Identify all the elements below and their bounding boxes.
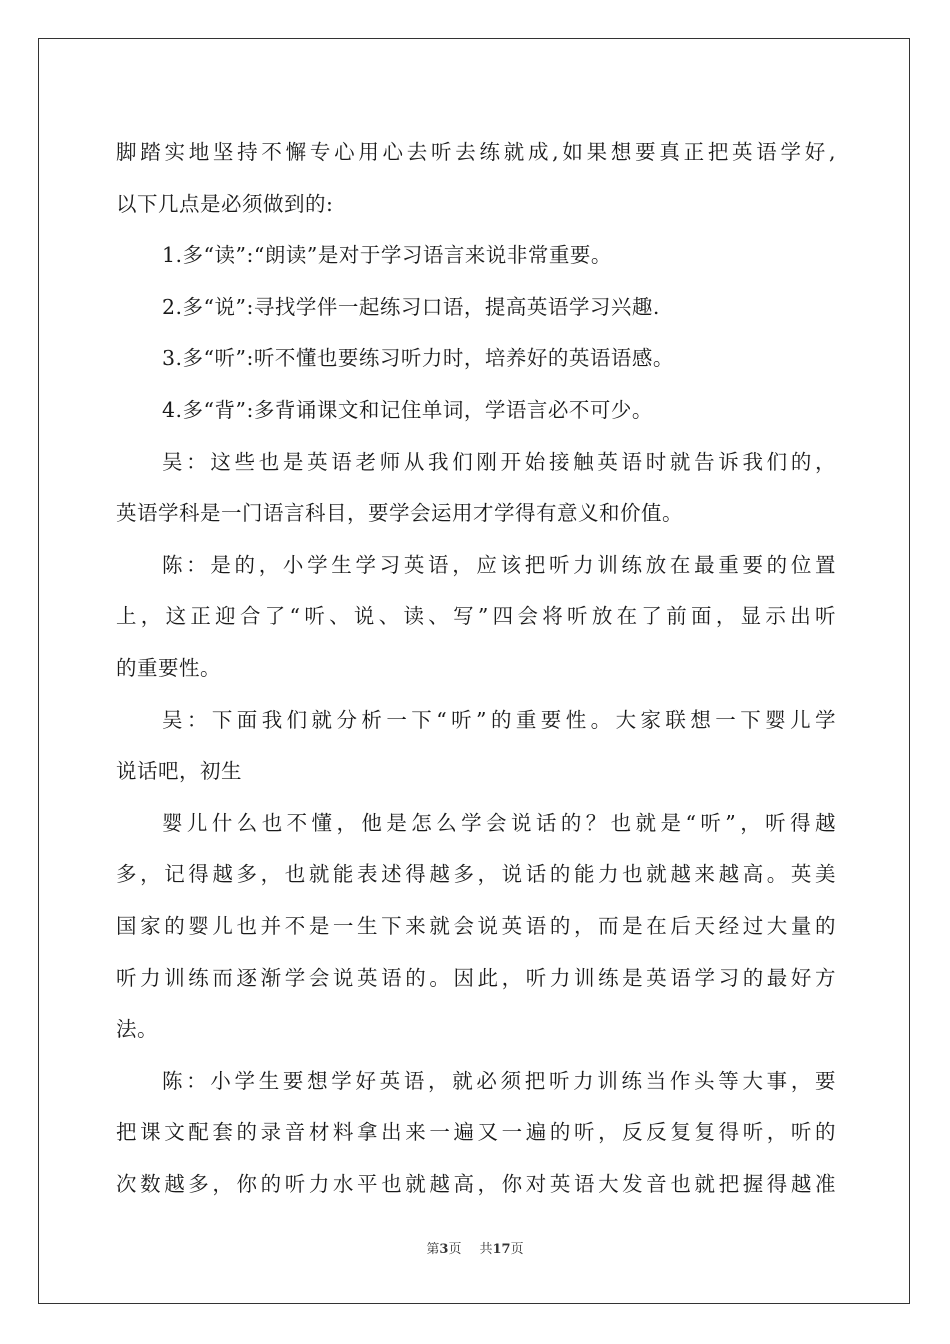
text-line: 吴：下面我们就分析一下“听”的重要性。大家联想一下婴儿学 xyxy=(162,707,836,732)
total-pages: 17 xyxy=(492,1242,511,1257)
text-line: 以下几点是必须做到的: xyxy=(116,191,334,216)
text-line: 听力训练而逐渐学会说英语的。因此，听力训练是英语学习的最好方 xyxy=(116,965,836,990)
footer-total-suffix: 页 xyxy=(510,1242,524,1257)
text-line: 陈：小学生要想学好英语，就必须把听力训练当作头等大事，要 xyxy=(162,1068,836,1093)
document-body xyxy=(116,127,836,1210)
page-footer xyxy=(0,1238,950,1257)
text-line: 英语学科是一门语言科目，要学会运用才学得有意义和价值。 xyxy=(116,501,683,526)
text-line: 说话吧，初生 xyxy=(116,759,242,784)
text-line: 吴：这些也是英语老师从我们刚开始接触英语时就告诉我们的， xyxy=(162,449,836,474)
list-item: 1.多“读”:“朗读”是对于学习语言来说非常重要。 xyxy=(162,243,612,268)
text-line: 上，这正迎合了“听、说、读、写”四会将听放在了前面，显示出听 xyxy=(116,604,836,629)
list-item: 2.多“说”:寻找学伴一起练习口语，提高英语学习兴趣. xyxy=(162,294,660,319)
list-item: 3.多“听”:听不懂也要练习听力时，培养好的英语语感。 xyxy=(162,346,674,371)
text-line: 脚踏实地坚持不懈专心用心去听去练就成,如果想要真正把英语学好, xyxy=(116,140,836,164)
footer-total-prefix: 共 xyxy=(479,1242,493,1257)
list-item: 4.多“背”:多背诵课文和记住单词，学语言必不可少。 xyxy=(162,397,653,422)
text-line: 把课文配套的录音材料拿出来一遍又一遍的听，反反复复得听，听的 xyxy=(116,1120,836,1145)
footer-page-suffix: 页 xyxy=(448,1242,462,1257)
text-line: 的重要性。 xyxy=(116,655,221,680)
page-number: 3 xyxy=(439,1242,449,1257)
footer-prefix: 第 xyxy=(426,1242,440,1257)
text-line: 多，记得越多，也就能表述得越多，说话的能力也就越来越高。英美 xyxy=(116,862,836,887)
text-line: 国家的婴儿也并不是一生下来就会说英语的，而是在后天经过大量的 xyxy=(116,913,836,938)
text-line: 次数越多，你的听力水平也就越高，你对英语大发音也就把握得越准 xyxy=(116,1171,836,1196)
text-line: 法。 xyxy=(116,1017,158,1042)
text-line: 婴儿什么也不懂，他是怎么学会说话的？也就是“听”，听得越 xyxy=(162,810,836,835)
text-line: 陈：是的，小学生学习英语，应该把听力训练放在最重要的位置 xyxy=(162,552,836,577)
